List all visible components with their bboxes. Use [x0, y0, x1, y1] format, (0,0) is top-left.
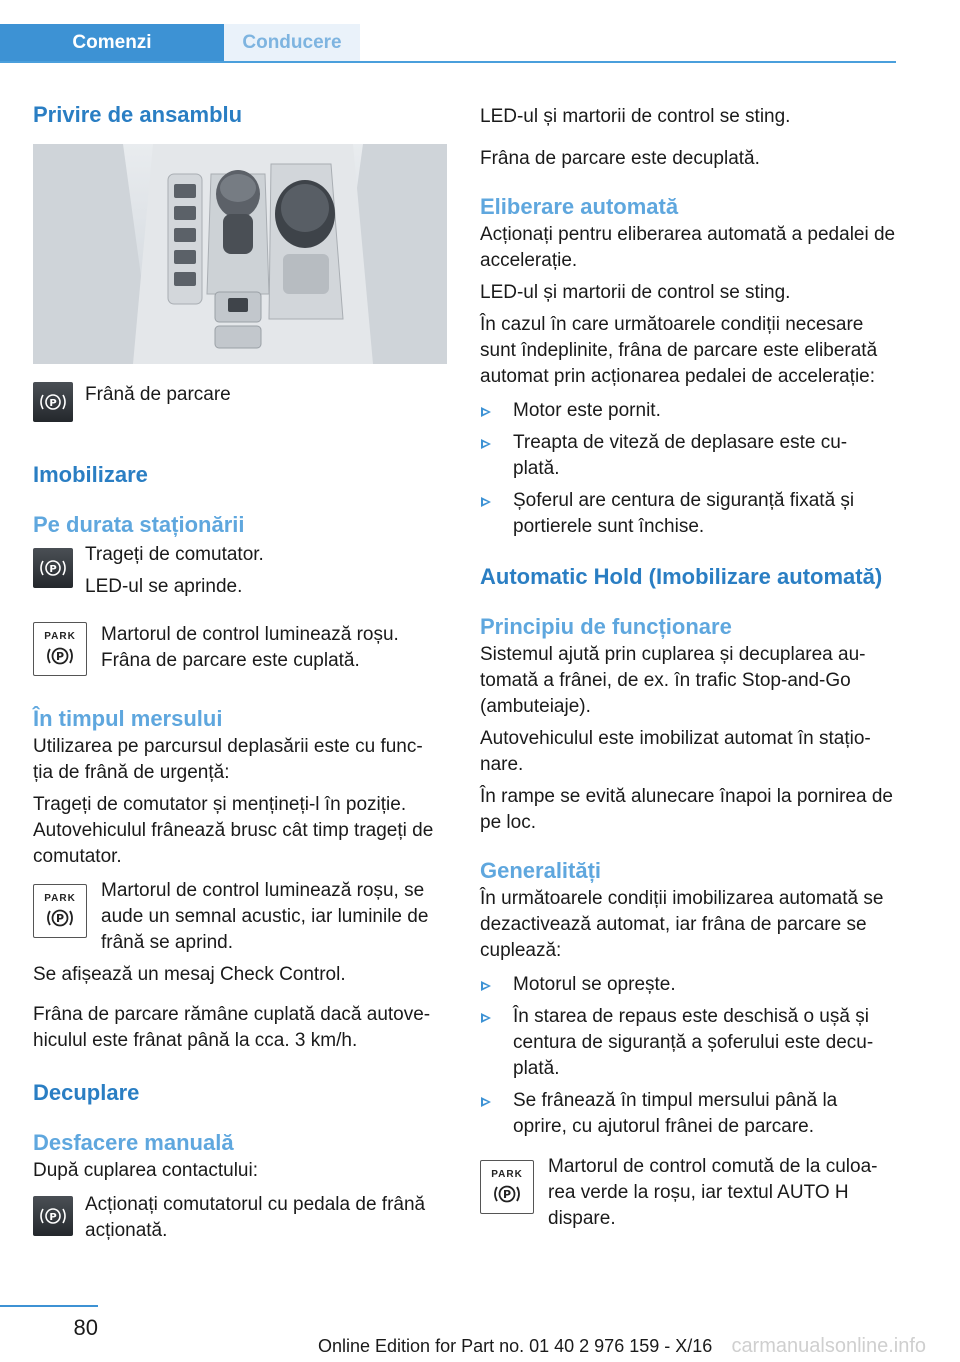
hold-indicator-text: Martorul de control comută de la culoa‐ rea verde la roșu, iar textul AUTO H dispare.: [548, 1156, 878, 1229]
tab-conducere[interactable]: Conducere: [224, 24, 360, 61]
driving-indicator-text: Martorul de control luminează roșu, se aude un semnal acustic, iar luminile de frână se aprind.: [101, 880, 429, 953]
tab-comenzi[interactable]: Comenzi: [0, 24, 224, 61]
list-item: Motor este pornit.: [480, 398, 896, 424]
svg-text:P: P: [49, 398, 57, 409]
principle-heading: Principiu de funcționare: [480, 614, 732, 639]
parking-brake-switch-icon: [33, 1196, 73, 1236]
driving-paragraph-3: Se afișează un mesaj Check Control.: [33, 964, 346, 985]
imobilizare-heading: Imobilizare: [33, 462, 148, 487]
driving-heading: În timpul mersului: [33, 706, 223, 731]
hold-indicator-row: [480, 1154, 896, 1232]
left-column: [33, 100, 447, 1244]
footer-rule: [0, 1305, 98, 1307]
parking-brake-switch-icon: [33, 382, 73, 422]
park-label: PARK: [44, 893, 76, 904]
hold-deactivation-conditions: [480, 972, 896, 1140]
list-item: Motorul se oprește.: [480, 972, 896, 998]
parking-heading: Pe durata staționării: [33, 512, 245, 537]
chapter-tab-bar: [0, 24, 896, 63]
auto-release-heading: Eliberare automată: [480, 194, 679, 219]
parking-steps-row: [33, 542, 447, 600]
manual-release-heading: Desfacere manuală: [33, 1130, 234, 1155]
auto-release-paragraph-2: LED-ul și martorii de control se sting.: [480, 282, 791, 303]
parking-brake-caption-row: [33, 382, 447, 422]
right-column: [480, 100, 896, 1232]
release-result-2: Frâna de parcare este decuplată.: [480, 148, 760, 169]
parking-step-1: Trageți de comutator.: [85, 544, 264, 565]
svg-text:P: P: [49, 564, 57, 575]
automatic-hold-heading: Automatic Hold (Imobilizare automată): [480, 564, 883, 589]
svg-text:P: P: [502, 1188, 512, 1201]
auto-release-paragraph-3: În cazul în care următoarele condiții necesare sunt îndeplinite, frâna de parcare este eliberată automat prin acționarea pedalei de accelerație:: [480, 314, 878, 387]
parking-indicator-row: [33, 622, 447, 676]
general-paragraph: În următoarele condiții imobilizarea automată se dezactivează automat, iar frâna de parcare se cuplează:: [480, 888, 884, 961]
driving-paragraph-2: Trageți de comutator și mențineți-l în poziție. Autovehiculul frânează brusc cât timp trageți de comutator.: [33, 794, 434, 867]
page-number: 80: [73, 1315, 98, 1340]
svg-text:P: P: [49, 1212, 57, 1223]
list-item: În starea de repaus este deschisă o ușă și centura de siguranță a șoferului este decu‐ plată.: [480, 1004, 896, 1082]
driving-indicator-row: [33, 878, 447, 956]
auto-release-conditions: [480, 398, 896, 540]
watermark: carmanualsonline.info: [731, 1335, 926, 1357]
overview-heading: Privire de ansamblu: [33, 102, 243, 127]
list-item: Treapta de viteză de deplasare este cu‐ plată.: [480, 430, 896, 482]
edition-note: Online Edition for Part no. 01 40 2 976 159 - X/16: [318, 1336, 713, 1356]
driving-paragraph-4: Frâna de parcare rămâne cuplată dacă autove‐ hiculul este frânat până la cca. 3 km/h.: [33, 1004, 431, 1051]
manual-release-paragraph: După cuplarea contactului:: [33, 1160, 258, 1181]
parking-indicator-text: Martorul de control luminează roșu. Frâna de parcare este cuplată.: [101, 624, 399, 671]
park-label: PARK: [44, 631, 76, 642]
park-indicator-icon: [33, 884, 87, 938]
parking-step-2: LED-ul se aprinde.: [85, 576, 243, 597]
principle-paragraph-2: Autovehiculul este imobilizat automat în stațio‐ nare.: [480, 728, 871, 775]
park-indicator-icon: [33, 622, 87, 676]
park-indicator-icon: [480, 1160, 534, 1214]
driving-paragraph-1: Utilizarea pe parcursul deplasării este cu func‐ ția de frână de urgență:: [33, 736, 423, 783]
principle-paragraph-3: În rampe se evită alunecare înapoi la pornirea de pe loc.: [480, 786, 893, 833]
svg-text:P: P: [55, 650, 65, 663]
list-item: Șoferul are centura de siguranță fixată și portierele sunt închise.: [480, 488, 896, 540]
manual-release-row: [33, 1192, 447, 1244]
parking-brake-caption: Frână de parcare: [85, 384, 231, 405]
release-result-1: LED-ul și martorii de control se sting.: [480, 106, 791, 127]
parking-brake-switch-icon: [33, 548, 73, 588]
general-heading: Generalități: [480, 858, 602, 883]
svg-text:P: P: [55, 912, 65, 925]
principle-paragraph-1: Sistemul ajută prin cuplarea și decuplarea au‐ tomată a frânei, de ex. în trafic Stop-and-Go (ambuteiaje).: [480, 644, 866, 717]
list-item: Se frânează în timpul mersului până la oprire, cu ajutorul frânei de parcare.: [480, 1088, 896, 1140]
manual-release-step: Acționați comutatorul cu pedala de frână acționată.: [85, 1194, 426, 1241]
auto-release-paragraph-1: Acționați pentru eliberarea automată a pedalei de accelerație.: [480, 224, 896, 271]
release-heading: Decuplare: [33, 1080, 140, 1105]
center-console-photo: [33, 144, 447, 364]
park-label: PARK: [491, 1169, 523, 1180]
